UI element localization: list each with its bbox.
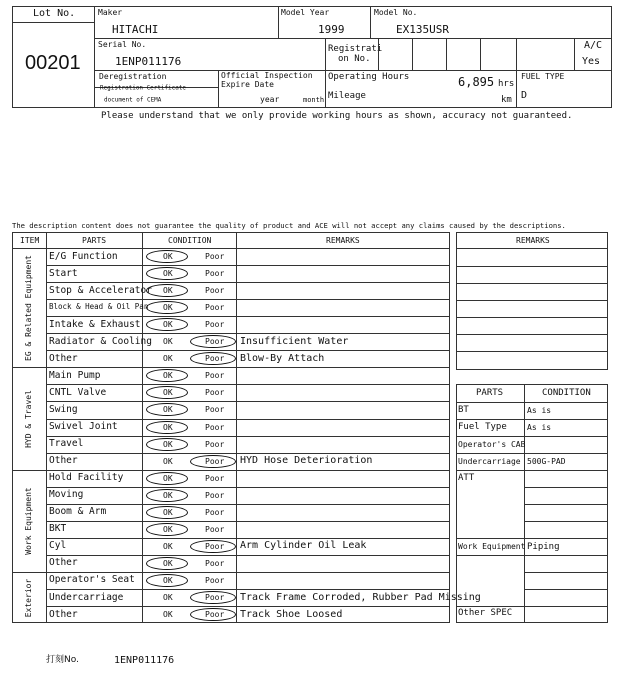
poor-option: Poor — [205, 558, 225, 568]
group-label: HYD & Travel — [24, 389, 33, 448]
part-name: Intake & Exhaust — [49, 318, 141, 330]
part-name: E/G Function — [49, 250, 118, 262]
poor-option: Poor — [205, 610, 225, 620]
part-name: Boom & Arm — [49, 506, 107, 518]
poor-option: Poor — [205, 524, 225, 534]
poor-option: Poor — [205, 490, 225, 500]
part-name: Other — [49, 608, 78, 620]
part-name: Hold Facility — [49, 472, 124, 484]
poor-option: Poor — [205, 269, 225, 279]
ok-option: OK — [163, 354, 173, 364]
part-name: Swing — [49, 403, 78, 415]
part-name: Swivel Joint — [49, 421, 118, 432]
poor-option: Poor — [205, 320, 225, 330]
ok-option: OK — [163, 524, 173, 534]
part-name: Moving — [49, 489, 84, 501]
spec-work-label: Work Equipment — [458, 542, 526, 551]
remark-text: Arm Cylinder Oil Leak — [240, 540, 367, 552]
poor-circle-mark — [190, 591, 236, 604]
col-remarks-header: REMARKS — [326, 236, 360, 245]
lot-label: Lot No. — [33, 8, 76, 19]
ok-option: OK — [163, 610, 173, 620]
part-name: Start — [49, 267, 78, 279]
ok-option: OK — [163, 575, 173, 585]
ok-option: OK — [163, 337, 173, 347]
remark-text: Track Frame Corroded, Rubber Pad Missing — [240, 591, 481, 603]
ok-circle-mark — [146, 421, 188, 434]
serial-value: 1ENP011176 — [115, 55, 182, 68]
maker-value: HITACHI — [112, 23, 159, 36]
ok-option: OK — [163, 558, 173, 568]
part-name: Other — [49, 352, 78, 364]
spec-att-label: ATT — [458, 473, 475, 483]
model-year-label: Model Year — [281, 8, 330, 17]
serial-label: Serial No. — [98, 40, 147, 49]
poor-option: Poor — [205, 354, 225, 364]
part-name: CNTL Valve — [49, 386, 107, 398]
part-name: Travel — [49, 438, 84, 450]
stamp-label: 打刻No. — [46, 655, 79, 665]
group-label: EG & Related Equipment — [24, 254, 33, 361]
ac-label: A/C — [584, 40, 603, 51]
mileage-label: Mileage — [328, 91, 366, 101]
ok-circle-mark — [146, 250, 188, 263]
ok-option: OK — [163, 320, 173, 330]
fuel-type-value: D — [521, 90, 528, 101]
part-name: Block & Head & Oil Pan — [49, 301, 149, 311]
poor-option: Poor — [205, 456, 225, 466]
part-name: BKT — [49, 523, 67, 535]
ok-option: OK — [163, 388, 173, 398]
maker-label: Maker — [98, 8, 123, 17]
col-condition-header: CONDITION — [168, 236, 212, 245]
poor-option: Poor — [205, 507, 225, 517]
poor-option: Poor — [205, 575, 225, 585]
model-no-label: Model No. — [374, 8, 418, 17]
col-item-header: ITEM — [20, 236, 40, 245]
poor-option: Poor — [205, 541, 225, 551]
poor-option: Poor — [205, 422, 225, 432]
spec-condition-header: CONDITION — [542, 388, 591, 398]
poor-option: Poor — [205, 593, 225, 602]
part-name: Cyl — [49, 540, 67, 552]
poor-option: Poor — [205, 439, 225, 449]
part-name: Operator's Seat — [49, 574, 135, 586]
ok-circle-mark — [146, 472, 188, 485]
km-unit: km — [501, 95, 512, 105]
poor-option: Poor — [205, 388, 225, 398]
ok-circle-mark — [146, 284, 188, 297]
spec-bt-label: BT — [458, 405, 469, 415]
remark-text: Blow-By Attach — [240, 352, 325, 364]
disclaimer: The description content does not guarantee the quality of product and ACE will not accept any claims caused by the descriptions. — [12, 221, 566, 230]
ok-option: OK — [163, 507, 173, 517]
ok-option: OK — [163, 252, 173, 261]
hours-note: Please understand that we only provide working hours as shown, accuracy not guaranteed. — [101, 111, 573, 121]
deregistration-label: Deregistration — [99, 72, 167, 81]
ok-option: OK — [163, 456, 173, 466]
cema-label: document of CEMA — [104, 96, 162, 103]
spec-other-label: Other SPEC — [458, 608, 513, 618]
ok-circle-mark — [146, 574, 188, 587]
poor-circle-mark — [190, 608, 236, 621]
poor-option: Poor — [205, 303, 225, 313]
operating-hours-value: 6,895 — [458, 75, 495, 89]
spec-parts-header: PARTS — [476, 388, 504, 398]
registration-label-2: on No. — [338, 54, 371, 64]
ok-circle-mark — [146, 438, 188, 451]
registration-certificate-label: Registration Certificate — [100, 84, 186, 91]
fuel-type-label: FUEL TYPE — [521, 72, 565, 81]
poor-option: Poor — [205, 473, 225, 483]
inspection-month-label: month — [303, 96, 325, 104]
ok-circle-mark — [146, 489, 188, 502]
part-name: Other — [49, 557, 78, 569]
remark-text: HYD Hose Deterioration — [240, 455, 373, 467]
spec-fuel-label: Fuel Type — [458, 422, 507, 432]
group-label: Work Equipment — [24, 487, 33, 555]
inspection-year-label: year — [260, 95, 280, 104]
spec-work-value: Piping — [527, 542, 560, 552]
poor-option: Poor — [205, 286, 225, 296]
right-remarks-header: REMARKS — [516, 236, 550, 245]
spec-bt-value: As is — [527, 406, 552, 415]
ok-option: OK — [163, 490, 173, 500]
model-no-value: EX135USR — [396, 23, 449, 36]
ok-option: OK — [163, 593, 173, 602]
ok-circle-mark — [146, 267, 188, 280]
ac-value: Yes — [582, 56, 601, 67]
inspection-label-2: Expire Date — [221, 80, 274, 89]
registration-label-1: Registrati — [328, 44, 383, 54]
poor-circle-mark — [190, 455, 236, 468]
part-name: Other — [49, 455, 78, 467]
part-name: Radiator & Cooling — [49, 335, 152, 347]
ok-option: OK — [163, 439, 173, 449]
poor-circle-mark — [190, 540, 236, 553]
poor-option: Poor — [205, 405, 225, 415]
ok-option: OK — [163, 371, 173, 381]
ok-option: OK — [163, 541, 173, 551]
ok-circle-mark — [146, 523, 188, 536]
ok-circle-mark — [146, 506, 188, 519]
part-name: Undercarriage — [49, 591, 124, 603]
ok-circle-mark — [146, 557, 188, 570]
part-name: Stop & Accelerator — [49, 284, 152, 296]
ok-option: OK — [163, 269, 173, 279]
hrs-unit: hrs — [498, 79, 515, 89]
group-label: Exterior — [24, 578, 33, 617]
operating-hours-label: Operating Hours — [328, 72, 410, 82]
poor-option: Poor — [205, 252, 225, 261]
spec-undercarriage-value: 500G-PAD — [527, 457, 566, 466]
spec-undercarriage-label: Undercarriage — [458, 457, 521, 466]
stamp-value: 1ENP011176 — [114, 655, 175, 666]
ok-option: OK — [163, 473, 173, 483]
model-year-value: 1999 — [318, 23, 345, 36]
ok-option: OK — [163, 303, 173, 313]
poor-option: Poor — [205, 337, 225, 347]
ok-option: OK — [163, 286, 173, 296]
spec-cab-label: Operator's CAB — [458, 440, 526, 449]
remark-text: Track Shoe Loosed — [240, 608, 343, 620]
ok-option: OK — [163, 422, 173, 432]
poor-option: Poor — [205, 371, 225, 381]
spec-fuel-value: As is — [527, 423, 552, 432]
inspection-label-1: Official Inspection — [221, 71, 313, 80]
lot-number: 00201 — [25, 52, 81, 74]
remark-text: Insufficient Water — [240, 335, 349, 347]
col-parts-header: PARTS — [82, 236, 107, 245]
ok-option: OK — [163, 405, 173, 415]
part-name: Main Pump — [49, 369, 101, 381]
